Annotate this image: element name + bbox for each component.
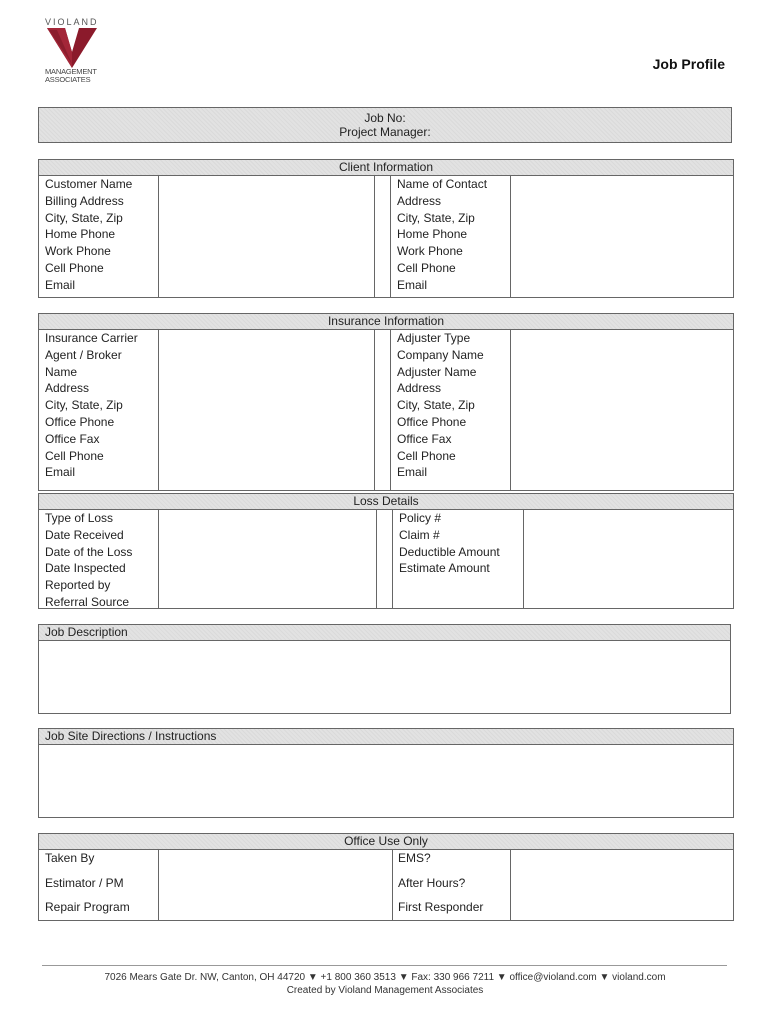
job-header-box — [38, 107, 732, 143]
insurance-information-grid — [38, 330, 734, 491]
field-label: Home Phone — [45, 227, 116, 242]
client-information-grid — [38, 176, 734, 298]
field-label: Address — [45, 381, 90, 396]
footer-created-by: Created by Violand Management Associates — [286, 985, 484, 996]
loss-details-header: Loss Details — [38, 493, 734, 510]
footer-contact-line: 7026 Mears Gate Dr. NW, Canton, OH 44720 ▼ +1 800 360 3513 ▼ Fax: 330 966 7211 ▼ office@violand.com ▼ violand.com — [104, 972, 666, 983]
field-label: Cell Phone — [45, 260, 104, 275]
field-label: Deductible Amount — [399, 544, 500, 559]
field-label: Customer Name — [45, 177, 133, 191]
field-label: Cell Phone — [397, 260, 456, 275]
field-label: Email — [45, 465, 76, 480]
field-label: Date of the Loss — [45, 544, 133, 559]
job-no-label: Job No: — [364, 111, 406, 125]
field-label: Cell Phone — [397, 448, 456, 463]
job-site-directions-section — [38, 728, 734, 818]
field-label: Insurance Carrier — [45, 331, 138, 345]
field-label: Office Fax — [397, 431, 452, 446]
field-label: Reported by — [45, 578, 111, 593]
field-label: Address — [397, 193, 442, 208]
client-information-section — [38, 159, 734, 298]
field-label: Claim # — [399, 527, 440, 542]
logo-wordmark: VIOLAND — [45, 17, 99, 27]
client-information-header: Client Information — [38, 159, 734, 176]
logo-subtitle-line-2: ASSOCIATES — [45, 75, 91, 84]
logo-subtitle-line-1: MANAGEMENT — [45, 67, 97, 76]
project-manager-label: Project Manager: — [339, 125, 431, 139]
footer-divider — [42, 965, 727, 966]
insurance-information-header: Insurance Information — [38, 313, 734, 330]
job-site-directions-header: Job Site Directions / Instructions — [38, 728, 734, 745]
field-label: Office Phone — [397, 414, 467, 429]
field-label: Email — [397, 465, 428, 480]
field-label: Agent / Broker — [45, 347, 122, 362]
loss-right-labels — [399, 510, 500, 577]
field-label: Estimate Amount — [399, 561, 490, 576]
field-label: City, State, Zip — [45, 398, 123, 413]
office-use-only-grid — [38, 850, 734, 921]
field-label: After Hours? — [398, 875, 466, 890]
company-logo — [45, 17, 105, 95]
field-label: Estimator / PM — [45, 875, 124, 890]
field-label: Office Phone — [45, 414, 115, 429]
document-title: Job Profile — [652, 56, 725, 72]
client-left-labels — [45, 176, 132, 294]
office-left-labels — [45, 846, 130, 920]
field-label: Company Name — [397, 347, 484, 362]
field-label: City, State, Zip — [397, 210, 475, 225]
job-description-section — [38, 624, 731, 714]
field-label: Repair Program — [45, 900, 130, 914]
job-description-header: Job Description — [38, 624, 731, 641]
field-label: Home Phone — [397, 227, 468, 242]
logo-v-icon — [45, 28, 99, 68]
field-label: EMS? — [398, 851, 431, 865]
office-right-labels — [398, 846, 483, 920]
office-use-only-header: Office Use Only — [38, 833, 734, 850]
field-label: Office Fax — [45, 431, 100, 446]
field-label: Adjuster Name — [397, 364, 477, 379]
loss-left-labels — [45, 510, 132, 611]
field-label: Taken By — [45, 851, 95, 865]
field-label: Address — [397, 381, 442, 396]
field-label: Policy # — [399, 511, 442, 525]
job-site-directions-box[interactable] — [38, 745, 734, 818]
insurance-left-labels — [45, 330, 138, 481]
office-use-only-section — [38, 833, 734, 921]
field-label: Date Inspected — [45, 561, 126, 576]
field-label: Billing Address — [45, 193, 124, 208]
field-label: Work Phone — [45, 244, 111, 259]
insurance-information-section — [38, 313, 734, 491]
field-label: Name of Contact — [397, 177, 488, 191]
field-label: Work Phone — [397, 244, 463, 259]
loss-details-grid — [38, 510, 734, 609]
field-label: First Responder — [398, 900, 484, 914]
field-label: Date Received — [45, 527, 124, 542]
field-label: Name — [45, 364, 78, 379]
insurance-right-labels — [397, 330, 484, 481]
field-label: Email — [45, 277, 76, 292]
loss-details-section — [38, 493, 734, 609]
field-label: Referral Source — [45, 594, 130, 609]
field-label: Adjuster Type — [397, 331, 471, 345]
field-label: Cell Phone — [45, 448, 104, 463]
field-label: City, State, Zip — [45, 210, 123, 225]
client-right-labels — [397, 176, 487, 294]
field-label: City, State, Zip — [397, 398, 475, 413]
field-label: Email — [397, 277, 428, 292]
field-label: Type of Loss — [45, 511, 114, 525]
job-description-box[interactable] — [38, 641, 731, 714]
